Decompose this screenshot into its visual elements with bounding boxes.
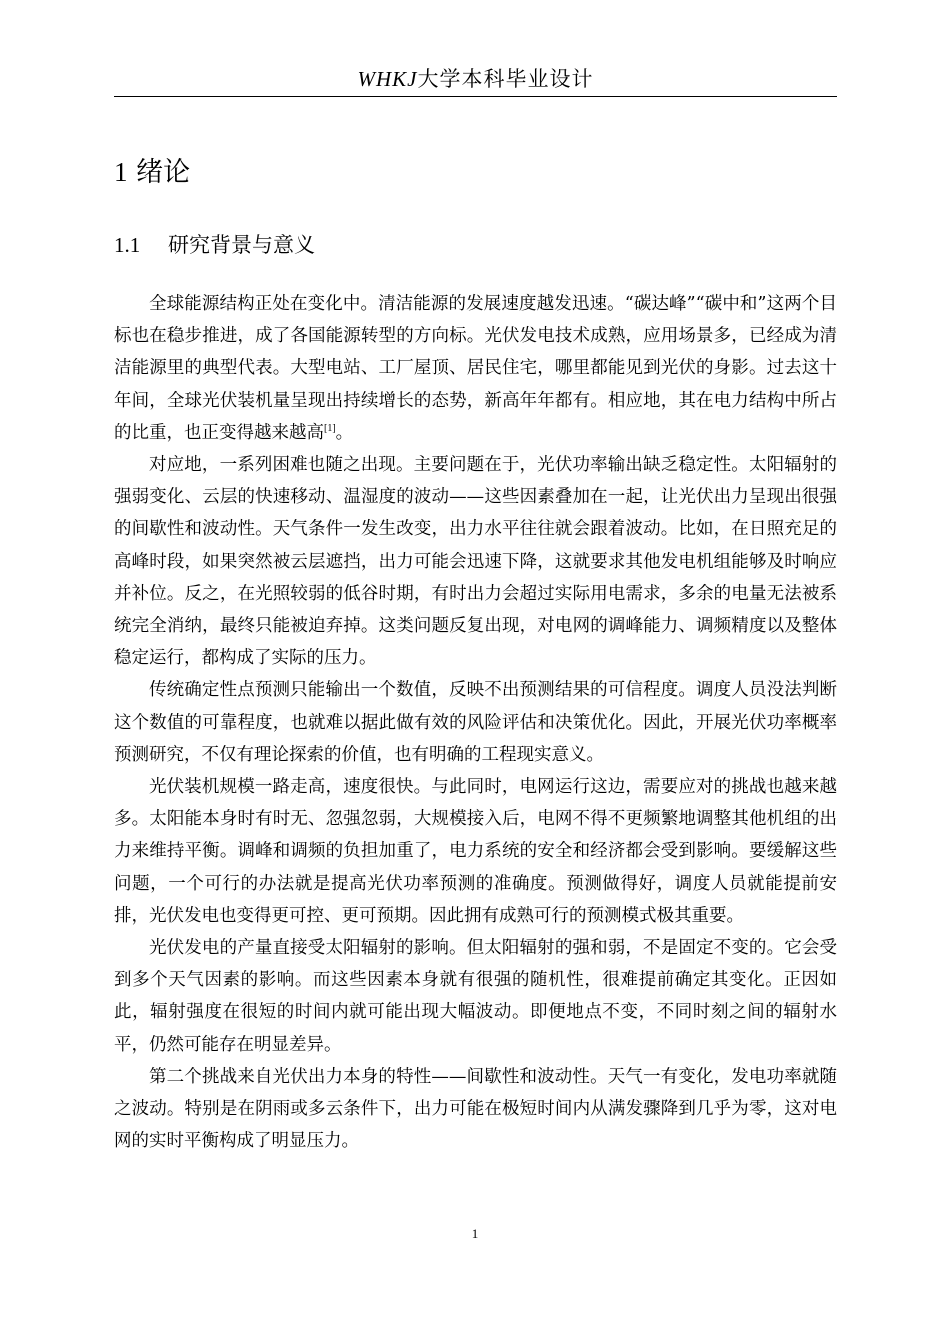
paragraph-1-tail: 。	[335, 422, 354, 443]
paragraph-6: 第二个挑战来自光伏出力本身的特性——间歇性和波动性。天气一有变化，发电功率就随之波动。特别是在阴雨或多云条件下，出力可能在极短时间内从满发骤降到几乎为零，这对电网的实时平衡构成了明显压力。	[114, 1066, 837, 1152]
paragraph-4: 光伏装机规模一路走高，速度很快。与此同时，电网运行这边，需要应对的挑战也越来越多。太阳能本身时有时无、忽强忽弱，大规模接入后，电网不得不更频繁地调整其他机组的出力来维持平衡。调峰和调频的负担加重了，电力系统的安全和经济都会受到影响。要缓解这些问题，一个可行的办法就是提高光伏功率预测的准确度。预测做得好，调度人员就能提前安排，光伏发电也变得更可控、更可预期。因此拥有成熟可行的预测模式极其重要。	[114, 777, 837, 926]
header-latin: WHKJ	[357, 67, 418, 91]
chapter-title-text: 绪论	[136, 157, 191, 188]
paragraph-3: 传统确定性点预测只能输出一个数值，反映不出预测结果的可信程度。调度人员没法判断这个数值的可靠程度，也就难以据此做有效的风险评估和决策优化。因此，开展光伏功率概率预测研究，不仅有理论探索的价值，也有明确的工程现实意义。	[114, 680, 837, 765]
body-text	[114, 288, 837, 1157]
section-title	[114, 228, 315, 262]
page-number: 1	[471, 1226, 479, 1241]
chapter-title	[114, 152, 190, 193]
paragraph-5: 光伏发电的产量直接受太阳辐射的影响。但太阳辐射的强和弱，不是固定不变的。它会受到多个天气因素的影响。而这些因素本身就有很强的随机性，很难提前确定其变化。正因如此，辐射强度在很短的时间内就可能出现大幅波动。即便地点不变，不同时刻之间的辐射水平，仍然可能存在明显差异。	[114, 938, 837, 1055]
header-title: 大学本科毕业设计	[417, 67, 594, 91]
section-number: 1.1	[114, 233, 141, 257]
chapter-number: 1	[114, 157, 128, 187]
paragraph-2: 对应地，一系列困难也随之出现。主要问题在于，光伏功率输出缺乏稳定性。太阳辐射的强弱变化、云层的快速移动、温湿度的波动——这些因素叠加在一起，让光伏出力呈现出很强的间歇性和波动性。天气条件一发生改变，出力水平往往就会跟着波动。比如，在日照充足的高峰时段，如果突然被云层遮挡，出力可能会迅速下降，这就要求其他发电机组能够及时响应并补位。反之，在光照较弱的低谷时期，有时出力会超过实际用电需求，多余的电量无法被系统完全消纳，最终只能被迫弃掉。这类问题反复出现，对电网的调峰能力、调频精度以及整体稳定运行，都构成了实际的压力。	[114, 455, 837, 669]
paragraph-1	[114, 288, 837, 449]
paragraph-1-text: 全球能源结构正处在变化中。清洁能源的发展速度越发迅速。“碳达峰”“碳中和”这两个目标也在稳步推进，成了各国能源转型的方向标。光伏发电技术成熟，应用场景多，已经成为清洁能源里的典型代表。大型电站、工厂屋顶、居民住宅，哪里都能见到光伏的身影。过去这十年间，全球光伏装机量呈现出持续增长的态势，新高年年都有。相应地，其在电力结构中所占的比重，也正变得越来越高	[114, 294, 837, 443]
citation-1[interactable]: [1]	[324, 422, 336, 434]
page-header	[114, 62, 837, 97]
section-title-text: 研究背景与意义	[168, 233, 315, 257]
